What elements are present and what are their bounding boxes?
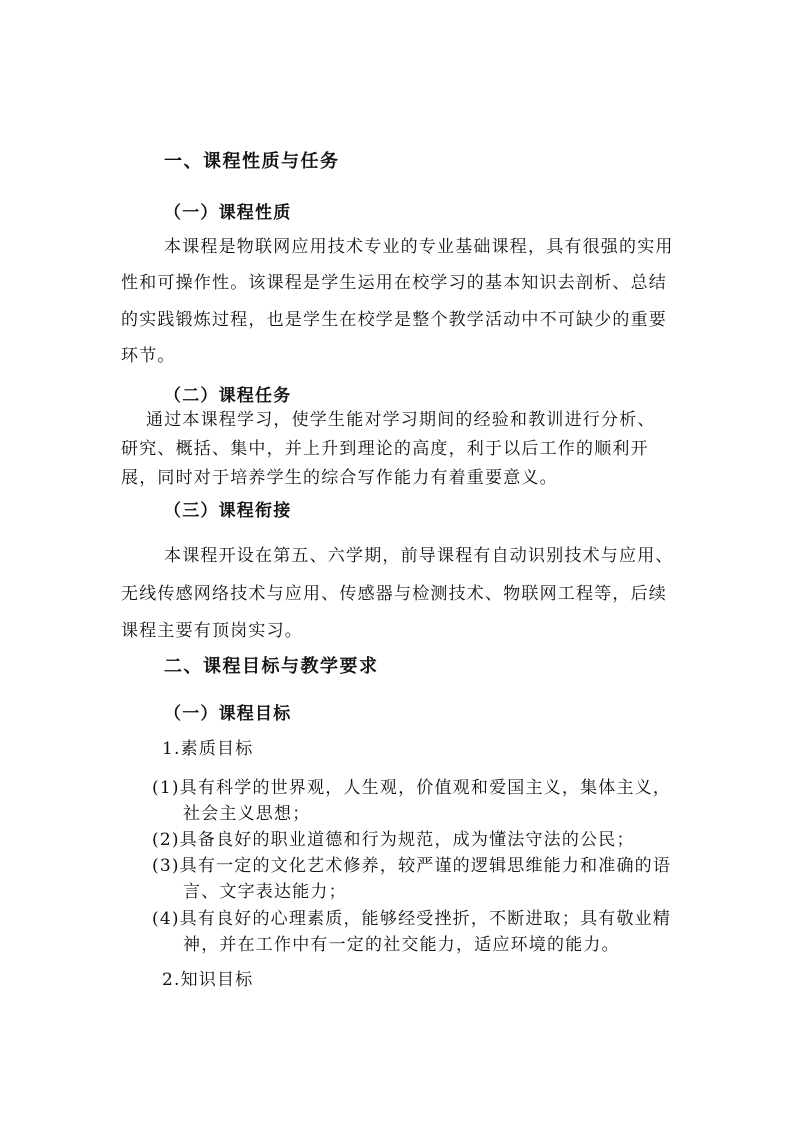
list-item: (4)具有良好的心理素质，能够经受挫折，不断进取；具有敬业精	[152, 909, 672, 929]
quality-goals-heading: 1.素质目标	[162, 739, 254, 759]
paragraph-line: 通过本课程学习，使学生能对学习期间的经验和教训进行分析、	[146, 410, 656, 430]
list-item: (1)具有科学的世界观，人生观，价值观和爱国主义，集体主义，	[152, 778, 672, 798]
paragraph-line: 课程主要有顶岗实习。	[121, 621, 303, 641]
list-item: (3)具有一定的文化艺术修养，较严谨的逻辑思维能力和准确的语	[152, 856, 672, 876]
knowledge-goals-heading: 2.知识目标	[162, 970, 254, 990]
section-2-title: 二、课程目标与教学要求	[164, 656, 379, 677]
paragraph-line: 研究、概括、集中，并上升到理论的高度，利于以后工作的顺利开	[121, 439, 649, 459]
paragraph-line: 本课程是物联网应用技术专业的专业基础课程，具有很强的实用	[164, 237, 674, 257]
paragraph-line: 的实践锻炼过程，也是学生在校学是整个教学活动中不可缺少的重要	[121, 310, 667, 330]
subsection-nature-heading: （一）课程性质	[164, 203, 292, 223]
subsection-goals-heading: （一）课程目标	[164, 704, 292, 724]
section-1-title: 一、课程性质与任务	[164, 151, 340, 172]
paragraph-line: 展，同时对于培养学生的综合写作能力有着重要意义。	[121, 468, 558, 488]
paragraph-line: 本课程开设在第五、六学期，前导课程有自动识别技术与应用、	[164, 546, 674, 566]
subsection-task-heading: （二）课程任务	[164, 386, 292, 406]
paragraph-line: 环节。	[121, 346, 176, 366]
list-item-continuation: 言、文字表达能力；	[183, 882, 347, 902]
list-item-continuation: 社会主义思想；	[183, 804, 311, 824]
list-item: (2)具备良好的职业道德和行为规范，成为懂法守法的公民；	[152, 830, 635, 850]
paragraph-line: 性和可操作性。该课程是学生运用在校学习的基本知识去剖析、总结	[121, 273, 667, 293]
subsection-link-heading: （三）课程衔接	[164, 501, 292, 521]
paragraph-line: 无线传感网络技术与应用、传感器与检测技术、物联网工程等，后续	[121, 584, 667, 604]
list-item-continuation: 神，并在工作中有一定的社交能力，适应环境的能力。	[183, 935, 620, 955]
